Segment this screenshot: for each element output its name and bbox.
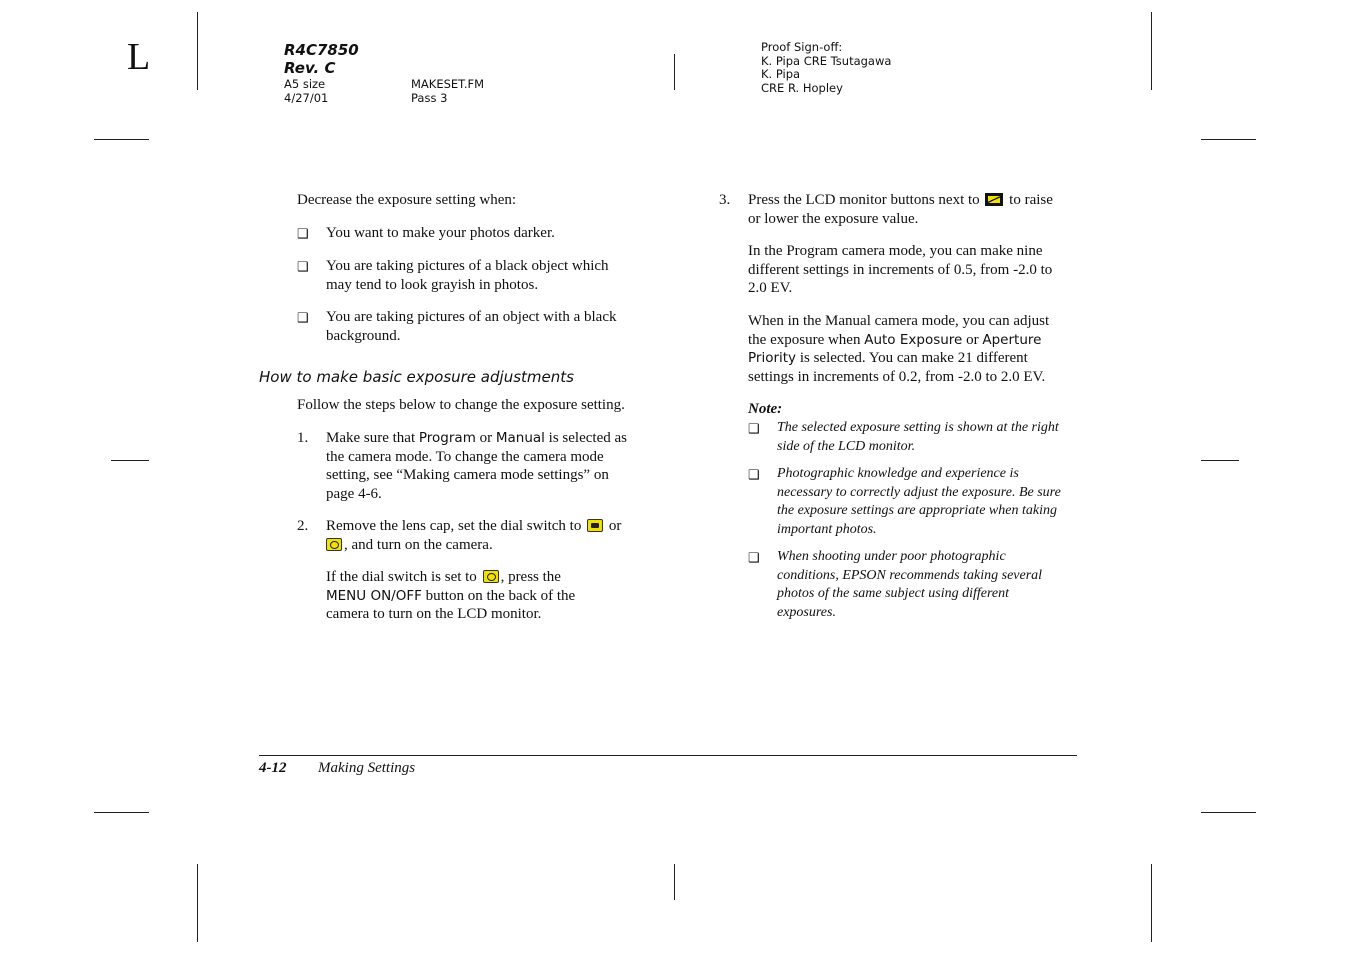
crop-mark bbox=[1151, 864, 1152, 942]
section-heading: How to make basic exposure adjustments bbox=[259, 368, 574, 386]
bullet-glyph: ❑ bbox=[748, 550, 760, 565]
bullet-glyph: ❑ bbox=[297, 259, 309, 274]
note-label: Note: bbox=[748, 401, 783, 417]
paragraph: In the Program camera mode, you can make nine different settings in increments of 0.5, from -2.0 to 2.0 EV. bbox=[748, 243, 1053, 296]
bullet-glyph: ❑ bbox=[297, 226, 309, 241]
ui-term-manual: Manual bbox=[495, 430, 545, 446]
proof-line: K. Pipa bbox=[761, 67, 801, 81]
list-item: You are taking pictures of a black object which may tend to look grayish in photos. bbox=[326, 258, 609, 293]
crop-mark bbox=[674, 54, 675, 90]
crop-mark bbox=[94, 139, 149, 140]
crop-mark bbox=[94, 812, 149, 813]
doc-file: MAKESET.FM bbox=[411, 77, 485, 91]
crop-mark bbox=[1201, 139, 1256, 140]
proof-signoff bbox=[761, 41, 891, 95]
note-item: When shooting under poor photographic conditions, EPSON recommends taking several photos of the same subject using different exposures. bbox=[777, 549, 1043, 620]
crop-mark bbox=[197, 12, 198, 90]
proof-line: CRE R. Hopley bbox=[761, 80, 843, 95]
note-item: Photographic knowledge and experience is necessary to correctly adjust the exposure. Be sure the exposure settings are appropriate when taking important photos. bbox=[777, 466, 1061, 537]
step-3-text: Press the LCD monitor buttons next to to raise or lower the exposure value. bbox=[748, 192, 1053, 227]
doc-id: R4C7850 bbox=[284, 41, 359, 59]
playback-mode-icon bbox=[483, 570, 499, 583]
bullet-glyph: ❑ bbox=[748, 467, 760, 482]
playback-mode-icon bbox=[326, 538, 342, 551]
proof-line: Proof Sign-off: bbox=[761, 40, 843, 54]
proof-line: K. Pipa CRE Tsutagawa bbox=[761, 53, 892, 68]
step-number: 1. bbox=[297, 430, 309, 446]
step-2-note: If the dial switch is set to , press the MENU ON/OFF button on the back of the camera to turn on the LCD monitor. bbox=[326, 569, 576, 622]
step-number: 3. bbox=[719, 192, 731, 208]
step-2-text: Remove the lens cap, set the dial switch to or , and turn on the camera. bbox=[326, 518, 622, 553]
ui-term-program: Program bbox=[418, 430, 476, 446]
bullet-glyph: ❑ bbox=[748, 421, 760, 436]
crop-mark bbox=[674, 864, 675, 900]
paragraph: When in the Manual camera mode, you can adjust the exposure when Auto Exposure or Aperture Priority is selected. You can make 21 different settings in increments of 0.2, from -2.0 to 2.0 EV. bbox=[748, 313, 1050, 385]
doc-date: 4/27/01 bbox=[284, 91, 329, 105]
exposure-icon bbox=[985, 193, 1003, 206]
page-side-letter: L bbox=[127, 36, 151, 78]
doc-pass: Pass 3 bbox=[411, 91, 448, 105]
footer-rule bbox=[259, 755, 1077, 756]
crop-mark bbox=[197, 864, 198, 942]
camera-mode-icon bbox=[587, 519, 603, 532]
ui-term-menu: MENU ON/OFF bbox=[326, 587, 422, 604]
crop-mark bbox=[1201, 460, 1239, 461]
ui-term-auto-exposure: Auto Exposure bbox=[864, 331, 963, 348]
ui-term-priority: Priority bbox=[748, 350, 797, 366]
footer-section: Making Settings bbox=[318, 760, 416, 776]
step-1-text: Make sure that Program or Manual is selected as the camera mode. To change the camera mode setting, see “Making camera mode settings” on page 4-6. bbox=[326, 430, 627, 502]
follow-text: Follow the steps below to change the exposure setting. bbox=[297, 397, 625, 413]
crop-mark bbox=[111, 460, 149, 461]
list-item: You are taking pictures of an object with a black background. bbox=[326, 309, 617, 344]
note-item: The selected exposure setting is shown at the right side of the LCD monitor. bbox=[777, 420, 1059, 454]
page-number: 4-12 bbox=[259, 760, 287, 776]
doc-size: A5 size bbox=[284, 77, 326, 91]
doc-header bbox=[284, 41, 359, 77]
crop-mark bbox=[1201, 812, 1256, 813]
step-number: 2. bbox=[297, 518, 309, 534]
doc-rev: Rev. C bbox=[284, 59, 336, 77]
list-item: You want to make your photos darker. bbox=[326, 225, 555, 241]
crop-mark bbox=[1151, 12, 1152, 90]
bullet-glyph: ❑ bbox=[297, 310, 309, 325]
ui-term-aperture: Aperture bbox=[982, 331, 1042, 348]
intro-text: Decrease the exposure setting when: bbox=[297, 192, 517, 208]
